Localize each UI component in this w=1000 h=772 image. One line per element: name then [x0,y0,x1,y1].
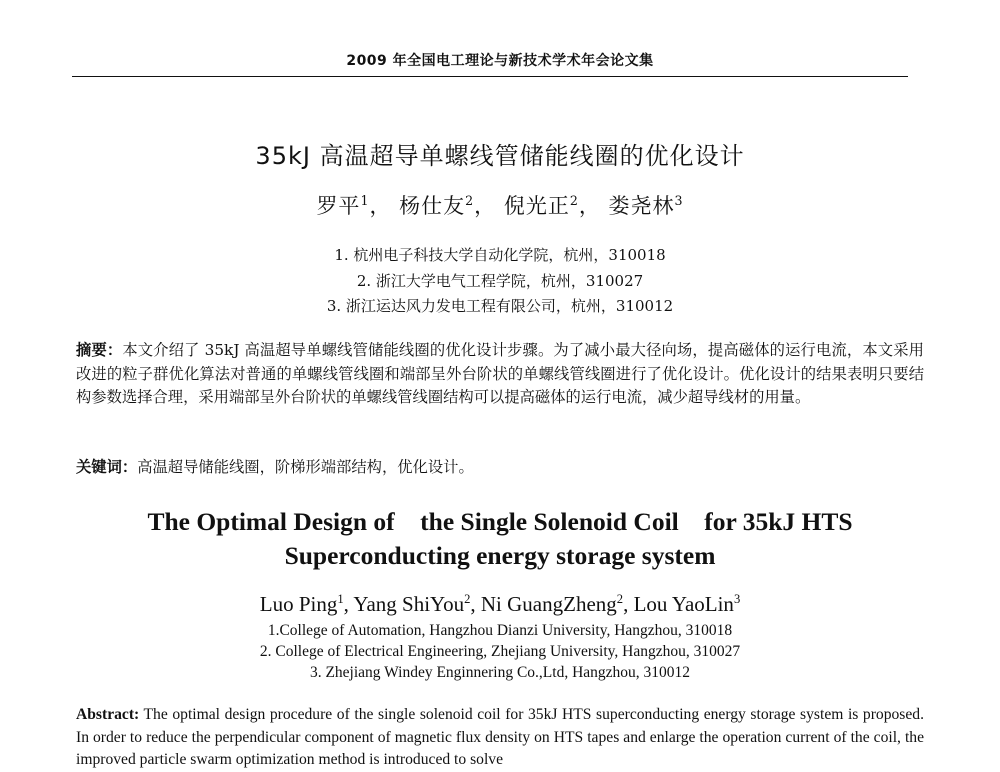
title-chinese: 35kJ 高温超导单螺线管储能线圈的优化设计 [255,142,745,170]
author-en-3-affil: 2 [616,592,624,606]
author-cn-1-affil: 1 [360,193,370,208]
authors-chinese [0,190,1000,220]
author-separator: ， [578,194,601,218]
author-en-4-affil: 3 [733,592,741,606]
keywords-chinese [76,455,924,477]
author-cn-2-affil: 2 [465,193,475,208]
affiliation-en-3: 3. Zhejiang Windey Enginnering Co.,Ltd, Hangzhou, 310012 [309,664,691,681]
title-en-line-1: The Optimal Design of the Single Solenoid Coil for 35kJ HTS [147,507,853,536]
authors-english [0,592,1000,617]
abstract-cn-label: 摘要： [76,341,123,359]
keywords-cn-label: 关键词： [76,458,138,476]
author-en-2-affil: 2 [464,592,471,606]
author-cn-1: 罗平 [316,194,361,218]
author-en-1-affil: 1 [337,592,344,606]
author-en-4: Lou YaoLin [633,592,734,616]
abstract-en-text: The optimal design procedure of the single solenoid coil for 35kJ HTS superconducting energy storage system is proposed. In order to reduce the perpendicular component of magnetic flux density on HTS tapes and enlarge the operation current of the coil, the improved particle swarm optimization method is introduced to solve [76,706,924,768]
author-separator: , [623,592,634,616]
author-separator: , [470,592,481,616]
affiliation-cn-3: 3. 浙江运达风力发电工程有限公司，杭州，310012 [326,297,674,315]
author-en-1: Luo Ping [259,592,338,616]
affiliation-en-2: 2. College of Electrical Engineering, Zhejiang University, Hangzhou, 310027 [259,643,741,660]
author-cn-4-affil: 3 [674,193,684,208]
keywords-cn-text: 高温超导储能线圈，阶梯形端部结构，优化设计。 [137,458,474,476]
affiliation-en-1: 1.College of Automation, Hangzhou Dianzi University, Hangzhou, 310018 [267,622,733,639]
affiliation-cn-1: 1. 杭州电子科技大学自动化学院，杭州，310018 [334,246,666,264]
abstract-cn-text: 本文介绍了 35kJ 高温超导单螺线管储能线圈的优化设计步骤。为了减小最大径向场，提高磁体的运行电流，本文采用改进的粒子群优化算法对普通的单螺线管线圈和端部呈外台阶状的单螺线管线圈进行了优化设计。优化设计的结果表明只要结构参数选择合理，采用端部呈外台阶状的单螺线管线圈结构可以提高磁体的运行电流，减少超导线材的用量。 [76,341,924,406]
author-en-3: Ni GuangZheng [480,592,617,616]
author-cn-4: 娄尧林 [608,194,675,218]
author-cn-2: 杨仕友 [399,194,466,218]
title-en-line-2: Superconducting energy storage system [284,541,716,570]
author-en-2: Yang ShiYou [353,592,465,616]
abstract-chinese [76,339,924,410]
header-rule [72,76,908,77]
author-cn-3: 倪光正 [503,194,570,218]
title-english [0,505,1000,573]
author-separator: ， [369,194,392,218]
abstract-english [76,704,924,772]
affiliation-cn-2: 2. 浙江大学电气工程学院，杭州，310027 [356,272,644,290]
author-separator: ， [474,194,497,218]
running-header: 2009 年全国电工理论与新技术学术年会论文集 [346,53,654,69]
author-separator: , [343,592,354,616]
abstract-en-label: Abstract: [76,706,140,723]
author-cn-3-affil: 2 [569,193,579,208]
